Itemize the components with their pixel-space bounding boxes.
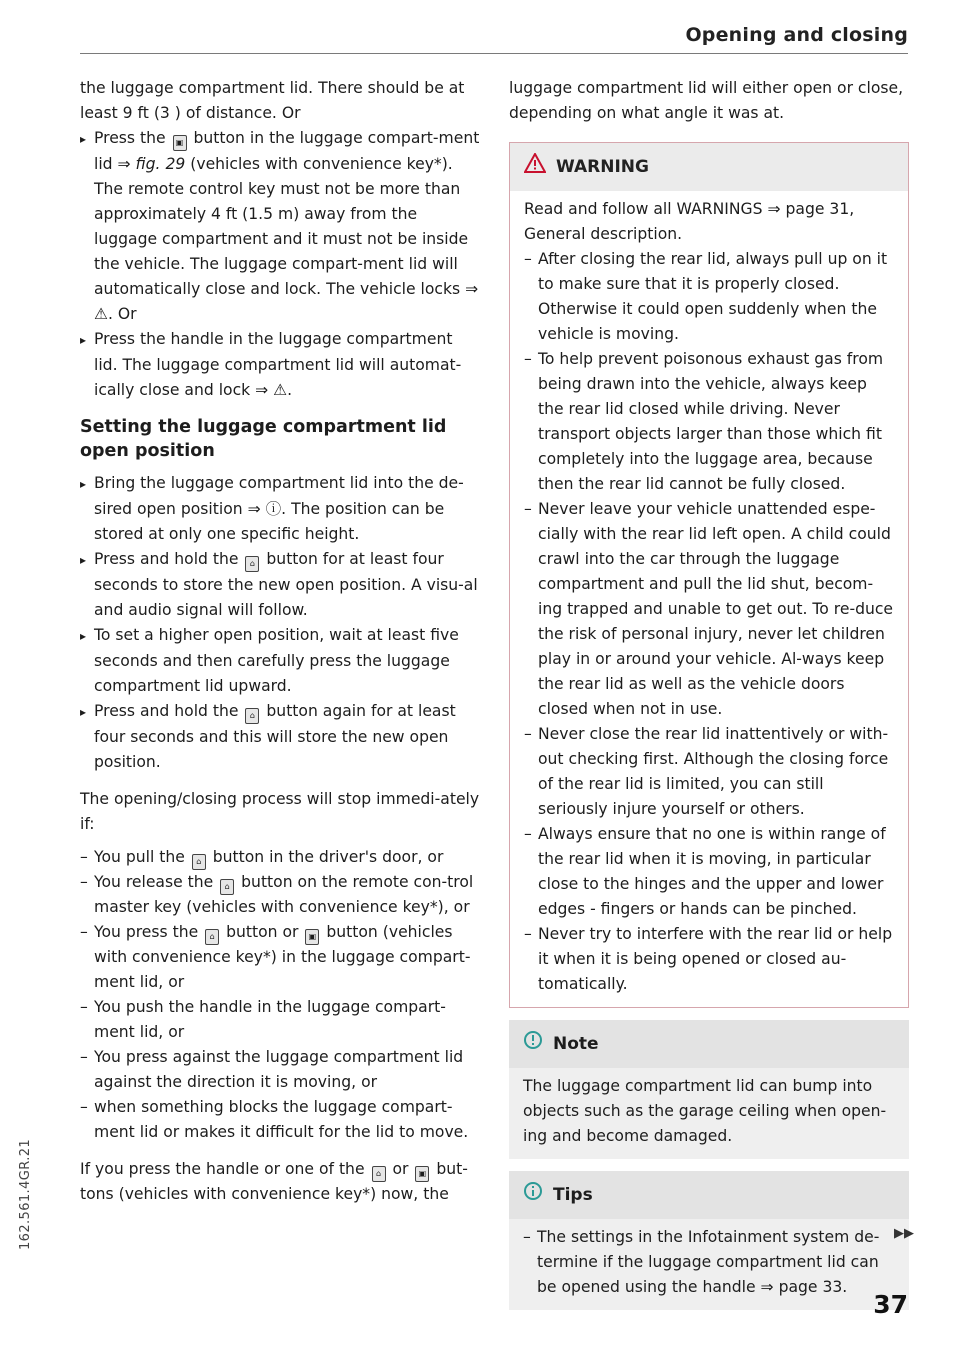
bullet-item: ▸ To set a higher open position, wait at least five seconds and then carefully press the luggage compartment lid upward. — [80, 623, 480, 699]
warning-item: – After closing the rear lid, always pull up on it to make sure that it is properly closed. Otherwise it could open suddenly when the vehicle is moving. — [524, 247, 894, 347]
section-heading: Setting the luggage compartment lid open position — [80, 417, 447, 461]
open-close-button-icon: ⌂ — [372, 1166, 386, 1182]
open-close-button-icon: ⌂ — [205, 929, 219, 945]
note-title: Note — [553, 1033, 599, 1054]
note-text: The luggage compartment lid can bump into objects such as the garage ceiling when open-ing and become damaged. — [523, 1077, 887, 1145]
section-title: Opening and closing — [685, 24, 908, 46]
text: Press the — [94, 129, 171, 147]
text: Press and hold the — [94, 702, 244, 720]
note-icon — [523, 1030, 543, 1058]
warning-body — [510, 191, 908, 1007]
lock-button-icon: ▣ — [305, 929, 319, 945]
text: (vehicles with convenience key*). The remote control key must not be more than approximately 4 ft (1.5 m) away from the luggage compartment and it must not be inside the vehicle. The luggage compart-ment lid will automatically close and lock. The vehicle locks ⇒ ⚠. Or — [94, 155, 479, 323]
dash-item — [80, 870, 480, 920]
text: You press the — [94, 923, 204, 941]
open-close-button-icon: ⌂ — [192, 854, 206, 870]
text: or — [387, 1160, 414, 1178]
warning-item: – To help prevent poisonous exhaust gas from being drawn into the vehicle, always keep the rear lid closed while driving. Never transport objects larger than those which fit completely into the luggage area, because then the rear lid cannot be fully closed. — [524, 347, 894, 497]
dash-item — [80, 920, 480, 995]
document-code: 162.561.4GR.21 — [18, 1138, 33, 1250]
text: but-tons (vehicles with convenience key*) now, the — [80, 1160, 468, 1203]
open-close-button-icon: ⌂ — [220, 879, 234, 895]
paragraph: The opening/closing process will stop immedi-ately if: — [80, 790, 480, 833]
tips-title: Tips — [553, 1184, 593, 1205]
tips-icon — [523, 1181, 543, 1209]
text: button on the remote con-trol master key (vehicles with convenience key*), or — [94, 873, 474, 916]
figure-reference: ⇒ fig. 29 — [117, 155, 186, 173]
warning-header — [510, 143, 908, 191]
dash-item — [80, 845, 480, 870]
warning-item: – Never close the rear lid inattentively or with-out checking first. Although the closing force of the rear lid is limited, you can still seriously injure yourself or others. — [524, 722, 894, 822]
warning-triangle-icon — [524, 153, 546, 181]
lock-button-icon: ▣ — [173, 135, 187, 151]
left-column — [80, 76, 480, 1207]
bullet-item: ▸ Bring the luggage compartment lid into the de-sired open position ⇒ ⓘ. The position can be stored at only one specific height. — [80, 471, 480, 547]
dash-item: – You press against the luggage compartment lid against the direction it is moving, or — [80, 1045, 480, 1095]
right-column — [509, 76, 909, 1310]
text: You release the — [94, 873, 219, 891]
warning-intro: Read and follow all WARNINGS ⇒ page 31, General description. — [524, 200, 855, 243]
warning-title: WARNING — [556, 156, 649, 177]
bullet-item — [80, 699, 480, 775]
warning-item: – Never try to interfere with the rear lid or help it when it is being opened or closed au-tomatically. — [524, 922, 894, 997]
open-close-button-icon: ⌂ — [245, 556, 259, 572]
bullet-item — [80, 126, 480, 327]
lock-button-icon: ▣ — [415, 1166, 429, 1182]
warning-item: – Always ensure that no one is within range of the rear lid when it is moving, in particular close to the hinges and the upper and lower edges - fingers or hands can be pinched. — [524, 822, 894, 922]
paragraph — [80, 1157, 480, 1207]
open-close-button-icon: ⌂ — [245, 708, 259, 724]
note-body — [509, 1068, 909, 1159]
text: button for at least four seconds to store the new open position. A visu-al and audio signal will follow. — [94, 550, 478, 619]
text: You pull the — [94, 848, 190, 866]
text: If you press the handle or one of the — [80, 1160, 370, 1178]
text: button (vehicles with convenience key*) in the luggage compart-ment lid, or — [94, 923, 471, 991]
dash-item: – You push the handle in the luggage compart-ment lid, or — [80, 995, 480, 1045]
paragraph: luggage compartment lid will either open or close, depending on what angle it was at. — [509, 79, 904, 122]
note-box — [509, 1020, 909, 1159]
tips-header — [509, 1171, 909, 1219]
text: button in the driver's door, or — [207, 848, 444, 866]
text: button or — [221, 923, 304, 941]
text: button again for at least four seconds and this will store the new open position. — [94, 702, 456, 771]
bullet-item — [80, 547, 480, 623]
note-header — [509, 1020, 909, 1068]
bullet-item: ▸ Press the handle in the luggage compartment lid. The luggage compartment lid will automat-ically close and lock ⇒ ⚠. — [80, 327, 480, 403]
page-number: 37 — [873, 1290, 908, 1319]
text: Press and hold the — [94, 550, 244, 568]
header-divider — [80, 53, 908, 54]
tips-body — [509, 1219, 909, 1310]
paragraph: the luggage compartment lid. There should be at least 9 ft (3 ) of distance. Or — [80, 79, 465, 122]
tips-box — [509, 1171, 909, 1310]
dash-item: – when something blocks the luggage compart-ment lid or makes it difficult for the lid to move. — [80, 1095, 480, 1145]
warning-box — [509, 142, 909, 1008]
next-page-arrow-icon: ▶▶ — [894, 1226, 914, 1241]
warning-item: – Never leave your vehicle unattended espe-cially with the rear lid left open. A child could crawl into the car through the luggage compartment and pull the lid shut, becom-ing trapped and unable to get out. To re-duce the risk of personal injury, never let children play in or around your vehicle. Al-ways keep the rear lid as well as the vehicle doors closed when not in use. — [524, 497, 894, 722]
text: button in the luggage compart-ment lid — [94, 129, 480, 173]
tips-text: – The settings in the Infotainment system de-termine if the luggage compartment lid can be opened using the handle ⇒ page 33. — [523, 1225, 895, 1300]
